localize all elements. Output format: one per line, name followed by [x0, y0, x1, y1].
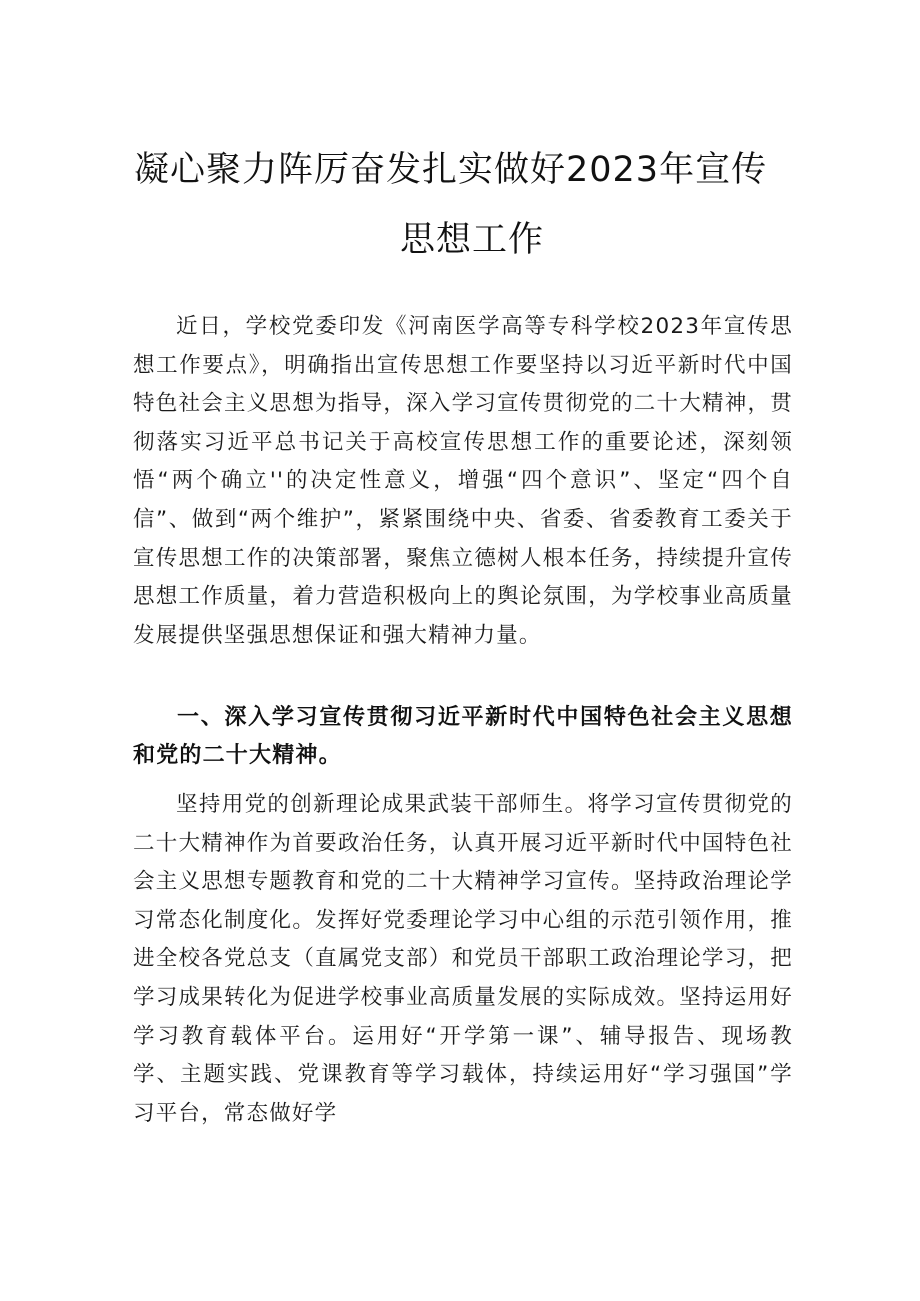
section-1-paragraph: 坚持用党的创新理论成果武装干部师生。将学习宣传贯彻党的二十大精神作为首要政治任务，认真开展习近平新时代中国特色社会主义思想专题教育和党的二十大精神学习宣传。坚持政治理论学习常态化制度化。发挥好党委理论学习中心组的示范引领作用，推进全校各党总支（直属党支部）和党员干部职工政治理论学习，把学习成果转化为促进学校事业高质量发展的实际成效。坚持运用好学习教育载体平台。运用好“开学第一课”、辅导报告、现场教学、主题实践、党课教育等学习载体，持续运用好“学习强国”学习平台，常态做好学	[133, 792, 793, 1126]
document-title-line-2: 思想工作	[400, 220, 545, 260]
document-title-line-1: 凝心聚力阵厉奋发扎实做好2023年宣传	[134, 150, 768, 190]
section-1-heading: 一、深入学习宣传贯彻习近平新时代中国特色社会主义思想和党的二十大精神。	[133, 705, 793, 768]
intro-paragraph: 近日，学校党委印发《河南医学高等专科学校2023年宣传思想工作要点》，明确指出宣传思想工作要坚持以习近平新时代中国特色社会主义思想为指导，深入学习宣传贯彻党的二十大精神，贯彻落实习近平总书记关于高校宣传思想工作的重要论述，深刻领悟“两个确立''的决定性意义，增强“四个意识”、坚定“四个自信”、做到“两个维护”，紧紧围绕中央、省委、省委教育工委关于宣传思想工作的决策部署，聚焦立德树人根本任务，持续提升宣传思想工作质量，着力营造积极向上的舆论氛围，为学校事业高质量发展提供坚强思想保证和强大精神力量。	[133, 314, 793, 648]
